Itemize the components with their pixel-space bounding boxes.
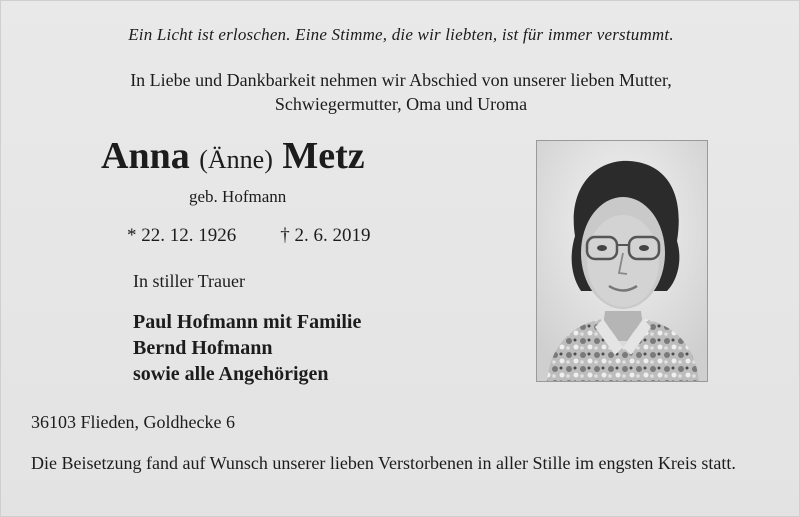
last-name: Metz (282, 135, 365, 177)
funeral-note: Die Beisetzung fand auf Wunsch unserer lieben Verstorbenen in aller Stille im engsten Kreis statt. (31, 453, 736, 473)
deceased-name (101, 134, 421, 178)
mourner-3: sowie alle Angehörigen (133, 363, 329, 385)
first-name: Anna (101, 135, 190, 177)
motto-text: Ein Licht ist erloschen. Eine Stimme, die wir liebten, ist für immer verstummt. (128, 25, 674, 44)
death-date: † 2. 6. 2019 (280, 225, 371, 246)
life-dates (127, 225, 371, 247)
mourner-2: Bernd Hofmann (133, 337, 273, 359)
mourners-list (133, 309, 361, 387)
intro-line-1: In Liebe und Dankbarkeit nehmen wir Abschied von unserer lieben Mutter, (130, 70, 672, 90)
birth-name: geb. Hofmann (189, 187, 287, 206)
nickname: (Änne) (199, 145, 273, 174)
address: 36103 Flieden, Goldhecke 6 (31, 412, 235, 432)
mourning-text: In stiller Trauer (133, 271, 245, 291)
portrait-photo (536, 140, 708, 382)
mourner-1: Paul Hofmann mit Familie (133, 311, 362, 333)
birth-date: * 22. 12. 1926 (127, 225, 237, 246)
intro-line-2: Schwiegermutter, Oma und Uroma (274, 94, 528, 114)
portrait-illustration (537, 141, 707, 381)
intro-text (1, 68, 800, 116)
